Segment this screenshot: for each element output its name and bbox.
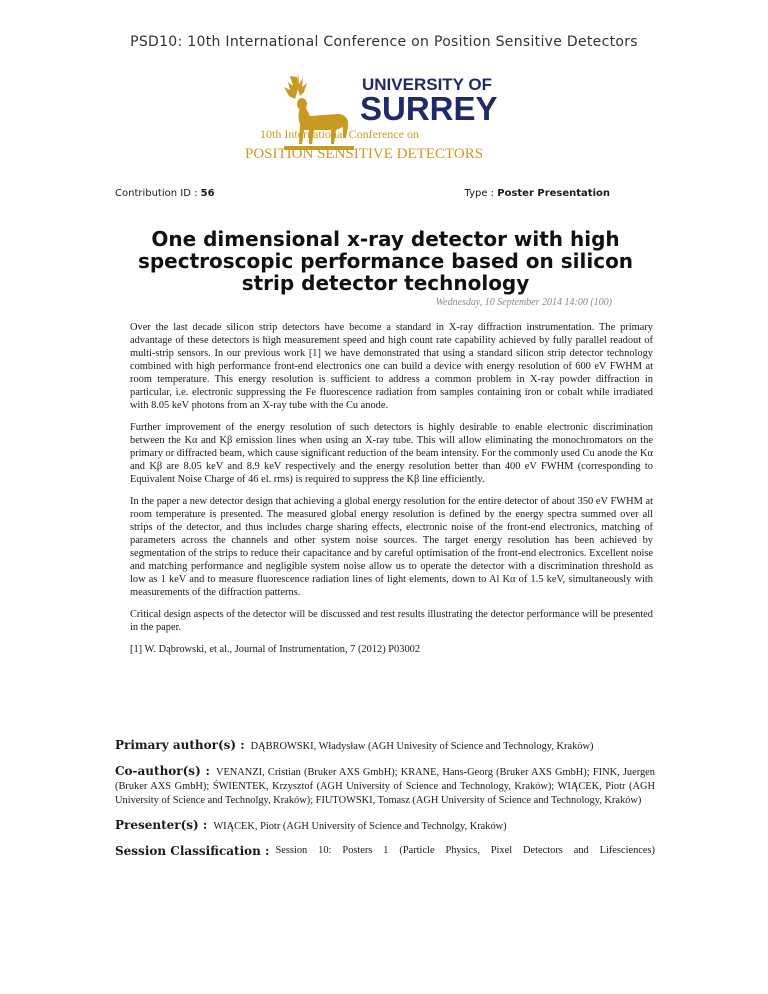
primary-author-value: DĄBROWSKI, Władysław (AGH Univesity of Science and Technology, Kraków) — [250, 741, 594, 752]
session-classification-field — [115, 844, 655, 858]
contribution-id-value: 56 — [200, 188, 215, 199]
logo-conf-line2: POSITION SENSITIVE DETECTORS — [245, 146, 484, 162]
logo-university-line2: SURREY — [360, 90, 498, 127]
paper-title: One dimensional x-ray detector with high spectroscopic performance based on silicon strip detector technology — [137, 227, 634, 295]
primary-author-label: Primary author(s) : — [115, 738, 245, 752]
type-label: Type : — [464, 188, 495, 199]
abstract — [130, 321, 653, 665]
session-classification-value: Session 10: Posters 1 (Particle Physics, Pixel Detectors and Lifesciences) — [275, 845, 655, 856]
abstract-paragraph-2: Further improvement of the energy resolution of such detectors is highly desirable to enable electronic discrimination between the Kα and Kβ emission lines when using an X-ray tube. This will allow eliminating the monochromators on the primary or diffracted beam, which cause significant reduction of the beam intensity. For the commonly used Cu anode the Kα and Kβ are 8.05 keV and 8.9 keV respectively and the energy resolution better than 400 eV FWHM (corresponding to Equivalent Noise Charge of 46 el. rms) is required to suppress the Kβ line efficiently. — [130, 422, 653, 485]
logo-university-line1: UNIVERSITY OF — [362, 75, 493, 94]
author-fields — [115, 738, 655, 868]
contribution-id-label: Contribution ID : — [115, 188, 198, 199]
coauthors-field — [115, 764, 655, 808]
type-value: Poster Presentation — [497, 188, 610, 199]
presenter-value: WIĄCEK, Piotr (AGH University of Science and Technolgy, Kraków) — [213, 821, 507, 832]
abstract-reference: [1] W. Dąbrowski, et al., Journal of Instrumentation, 7 (2012) P03002 — [130, 644, 421, 655]
abstract-paragraph-4: Critical design aspects of the detector will be discussed and test results illustrating the detector performance will be presented in the paper. — [130, 609, 653, 633]
coauthors-value: VENANZI, Cristian (Bruker AXS GmbH); KRANE, Hans-Georg (Bruker AXS GmbH); FINK, Juergen (Bruker AXS GmbH); ŚWIENTEK, Krzysztof (AGH University of Science and Technology, Kraków); WIĄCEK, Piotr (AGH University of Science and Technolgy, Kraków); FIUTOWSKI, Tomasz (AGH University of Science and Technology, Kraków) — [115, 767, 655, 806]
logo-conf-line1: 10th International Conference on — [260, 127, 419, 141]
coauthors-label: Co-author(s) : — [115, 764, 210, 778]
presenter-field — [115, 818, 655, 834]
session-date: Wednesday, 10 September 2014 14:00 (100) — [435, 297, 612, 308]
abstract-paragraph-3: In the paper a new detector design that achieving a global energy resolution for the entire detector of about 350 eV FWHM at room temperature is presented. The measured global energy resolution is defined by the energy spectra summed over all strips of the detector, and thus includes charge sharing effects, electronic noise of the front-end electronics, matching of parameters across the channels and other system noise sources. The target energy resolution has been achieved by segmentation of the strips to reduce their capacitance and by careful optimisation of the front-end electronics. Excellent noise and matching performance and negligible system noise allow us to operate the detector with a discrimination threshold as low as 1 keV and to measure fluorescence radiation lines of light elements, down to Al Kα of 1.5 keV, simultaneously with measurements of the diffraction patterns. — [130, 496, 653, 598]
primary-author-field — [115, 738, 655, 754]
presenter-label: Presenter(s) : — [115, 818, 208, 832]
conference-header: PSD10: 10th International Conference on Position Sensitive Detectors — [130, 34, 638, 50]
university-logo — [245, 64, 520, 164]
session-classification-label: Session Classification : — [115, 844, 270, 858]
abstract-paragraph-1: Over the last decade silicon strip detectors have become a standard in X-ray diffraction instrumentation. The primary advantage of these detectors is high measurement speed and high count rate capability achieved by fully parallel readout of multi-strip sensors. In our previous work [1] we have demonstrated that using a standard silicon strip detector technology combined with high performance front-end electronics one can build a device with energy resolution of 600 eV FWHM at room temperature. This energy resolution is sufficient to address a common problem in X-ray powder diffraction in particular, i.e. electronic suppressing the Fe fluorescence radiation from samples containing iron or cobalt while irradiated with 8.05 keV photons from an X-ray tube with the Cu anode. — [130, 322, 653, 411]
